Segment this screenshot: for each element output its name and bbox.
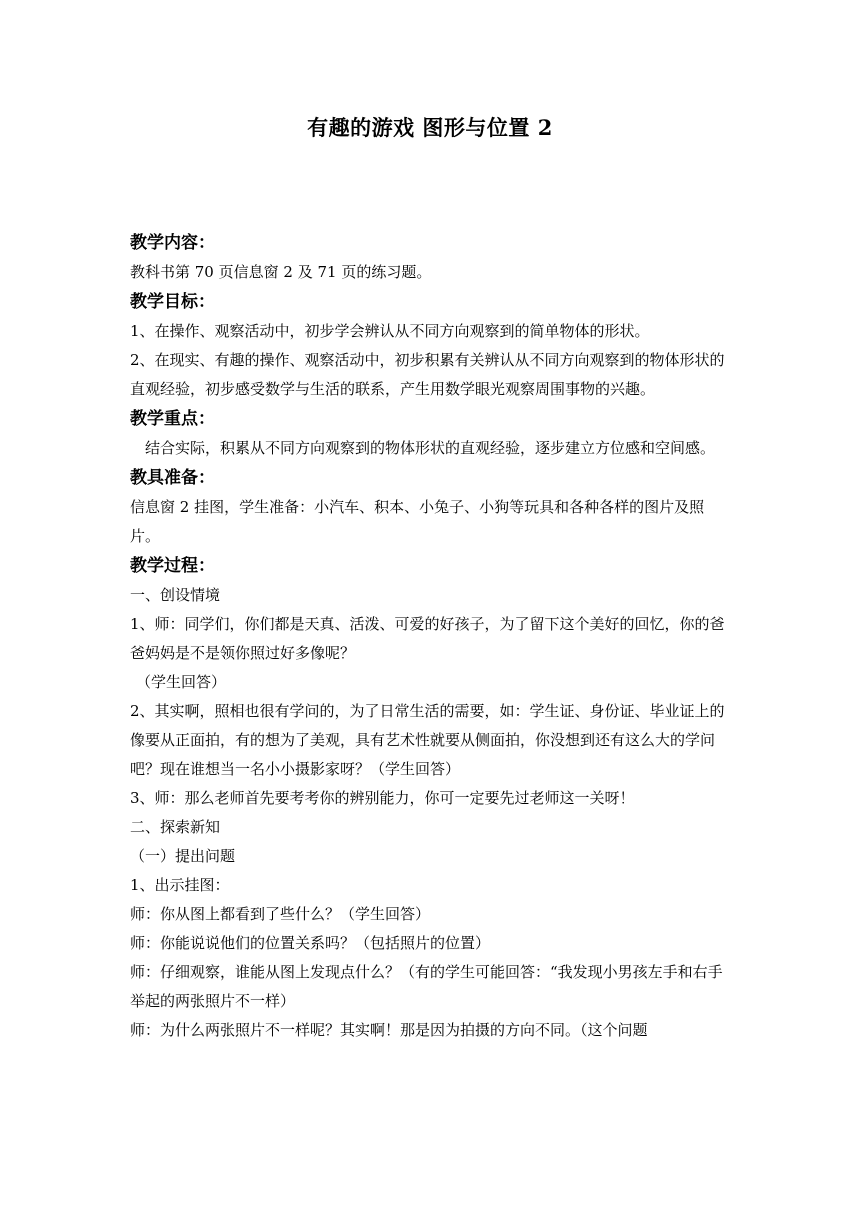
goal-1: 1、在操作、观察活动中，初步学会辨认从不同方向观察到的简单物体的形状。 — [130, 322, 650, 340]
key-text: 结合实际，积累从不同方向观察到的物体形状的直观经验，逐步建立方位感和空间感。 — [145, 439, 716, 457]
tools-heading: 教具准备： — [130, 468, 215, 488]
step-2-1: 1、出示挂图： — [130, 876, 230, 894]
tools-text: 信息窗 2 挂图，学生准备：小汽车、积本、小兔子、小狗等玩具和各种各样的图片及照片。 — [130, 498, 705, 545]
document-body — [130, 228, 730, 1045]
step-1-2: 2、其实啊，照相也很有学问的，为了日常生活的需要，如：学生证、身份证、毕业证上的像要从正面拍，有的想为了美观，具有艺术性就要从侧面拍，你没想到还有这么大的学问吧？现在谁想当一名小小摄影家呀？（学生回答） — [130, 702, 725, 778]
step-1-1: 1、师：同学们，你们都是天真、活泼、可爱的好孩子，为了留下这个美好的回忆，你的爸爸妈妈是不是领你照过好多像呢？ — [130, 615, 725, 662]
question-1: 师：你从图上都看到了些什么？（学生回答） — [130, 905, 431, 923]
step-1-3: 3、师：那么老师首先要考考你的辨别能力，你可一定要先过老师这一关呀！ — [130, 789, 635, 807]
step-2: 二、探索新知 — [130, 818, 221, 836]
question-4: 师：为什么两张照片不一样呢？其实啊！那是因为拍摄的方向不同。（这个问题 — [130, 1021, 648, 1039]
step-1: 一、创设情境 — [130, 586, 221, 604]
step-1-1-answer: （学生回答） — [136, 673, 227, 691]
process-heading: 教学过程： — [130, 556, 215, 576]
content-text: 教科书第 70 页信息窗 2 及 71 页的练习题。 — [130, 263, 432, 281]
content-heading: 教学内容： — [130, 233, 215, 253]
goals-heading: 教学目标： — [130, 292, 215, 312]
goal-2: 2、在现实、有趣的操作、观察活动中，初步积累有关辨认从不同方向观察到的物体形状的直观经验，初步感受数学与生活的联系，产生用数学眼光观察周围事物的兴趣。 — [130, 351, 725, 398]
question-3: 师：仔细观察，谁能从图上发现点什么？（有的学生可能回答：“我发现小男孩左手和右手举起的两张照片不一样） — [130, 963, 723, 1010]
key-heading: 教学重点： — [130, 409, 215, 429]
question-2: 师：你能说说他们的位置关系吗？（包括照片的位置） — [130, 934, 491, 952]
document-title: 有趣的游戏 图形与位置 2 — [307, 115, 553, 140]
step-2-sub: （一）提出问题 — [130, 847, 236, 865]
